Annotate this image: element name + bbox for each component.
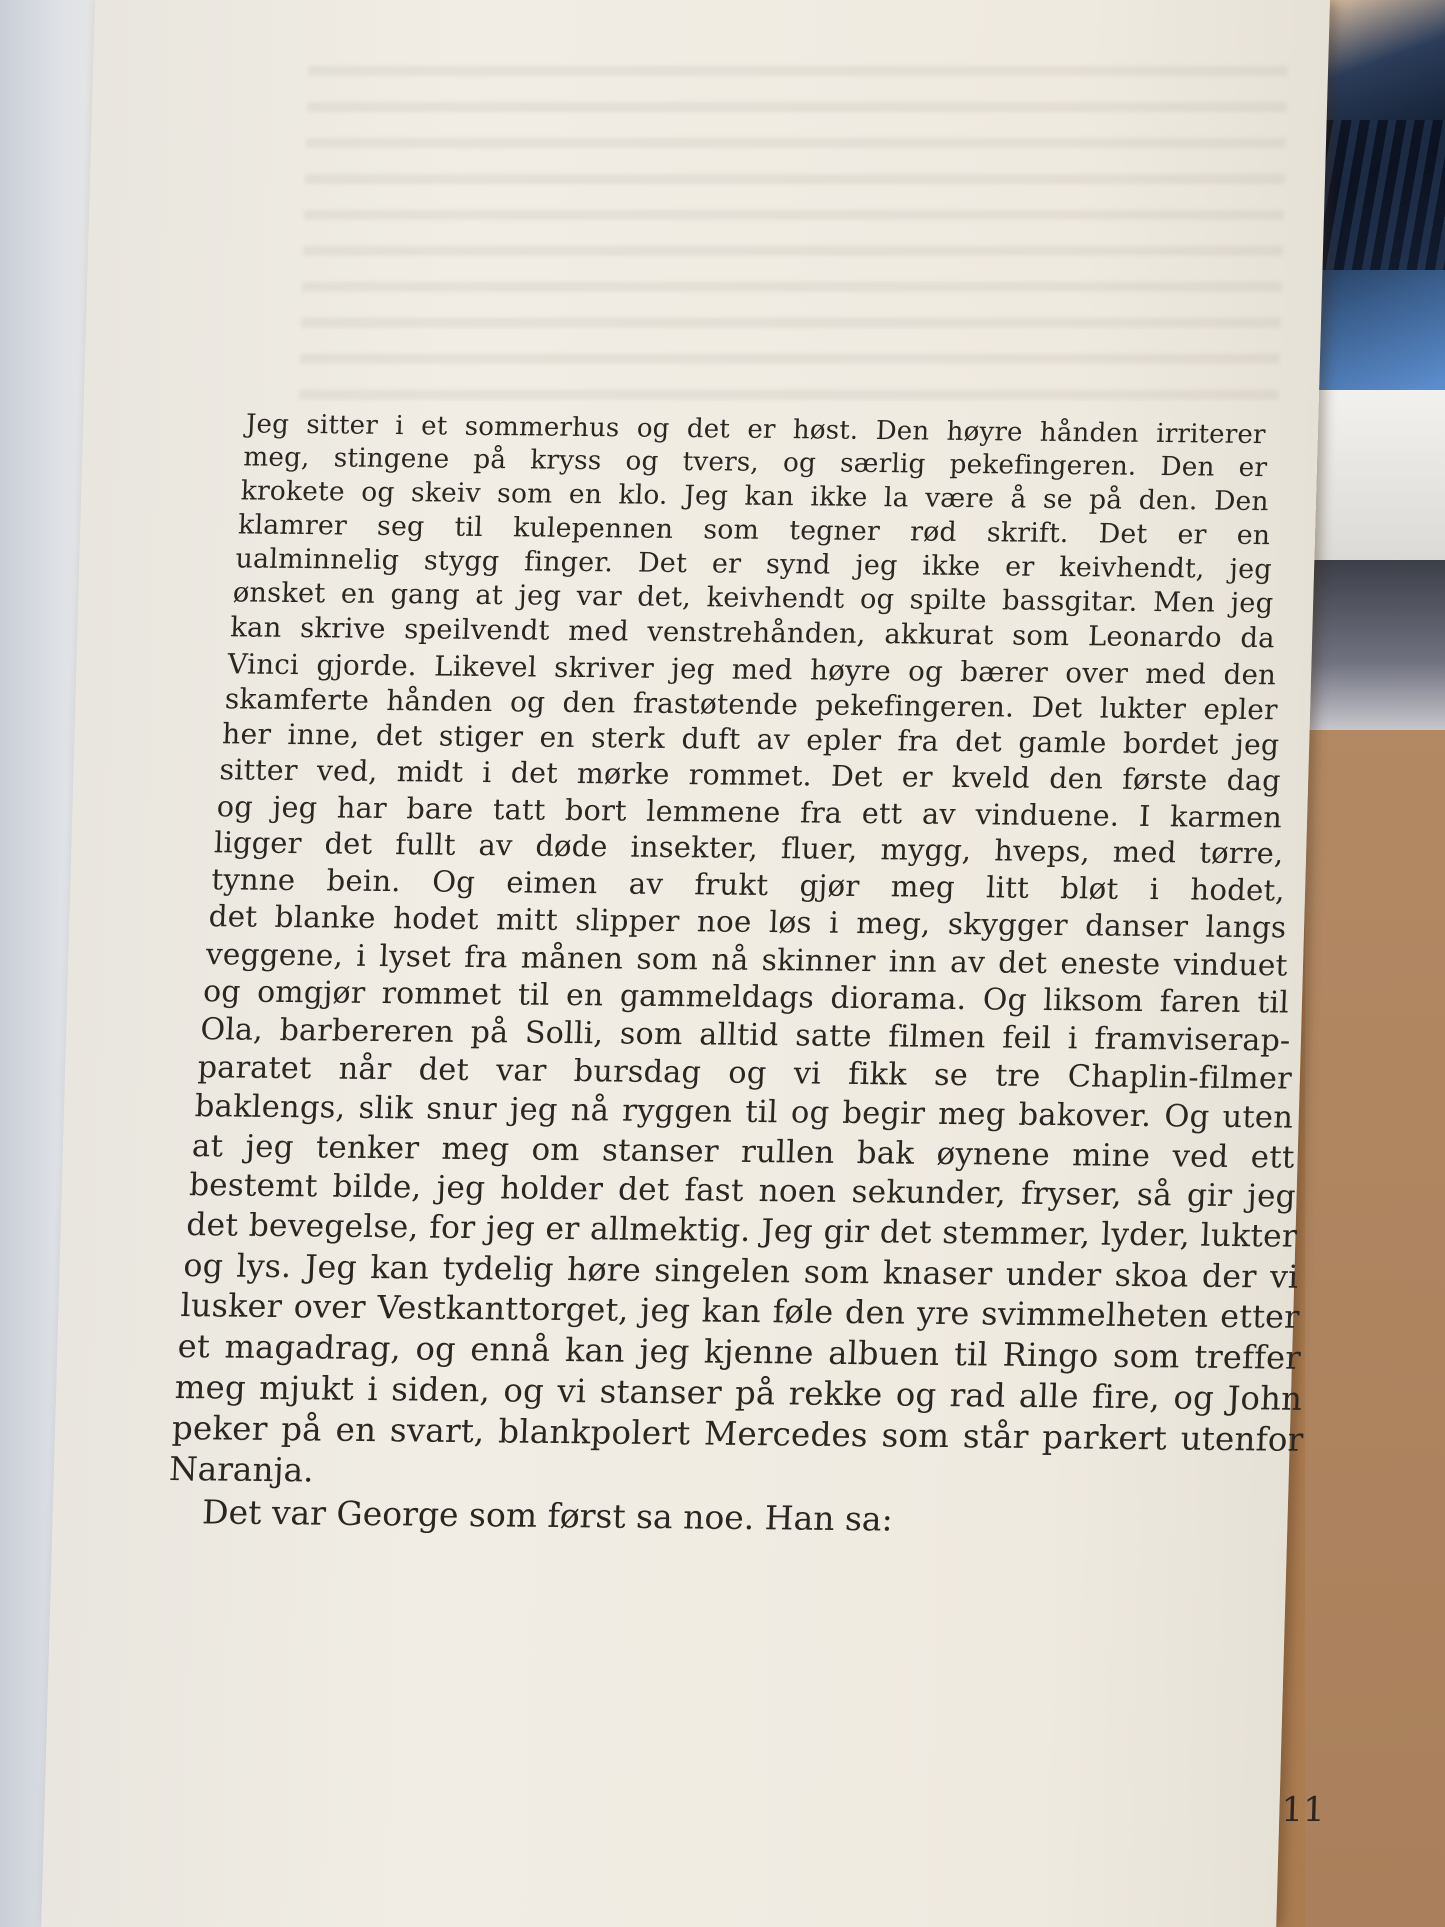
text-line: det blanke hodet mitt slipper noe løs i meg, skygger danser langs bbox=[208, 899, 1287, 945]
text-line: skamferte hånden og den frastøtende pekefingeren. Det lukter epler bbox=[224, 681, 1279, 726]
text-line: Ola, barbereren på Solli, som alltid satte filmen feil i framviserap- bbox=[199, 1012, 1292, 1059]
text-line: at jeg tenker meg om stanser rullen bak øynene mine ved ett bbox=[191, 1128, 1296, 1176]
text-line: ligger det fullt av døde insekter, fluer, mygg, hveps, med tørre, bbox=[213, 825, 1285, 871]
text-line: og jeg har bare tatt bort lemmene fra ett av vinduene. I karmen bbox=[216, 789, 1283, 835]
text-line: krokete og skeiv som en klo. Jeg kan ikke la være å se på den. Den bbox=[240, 475, 1270, 518]
text-line: klamrer seg til kulepennen som tegner rød skrift. Det er en bbox=[237, 509, 1271, 552]
text-line: kan skrive speilvendt med venstrehånden, akkurat som Leonardo da bbox=[229, 611, 1276, 654]
text-line: veggene, i lyset fra månen som nå skinner inn av det eneste vinduet bbox=[205, 936, 1289, 983]
body-text bbox=[165, 408, 1348, 1545]
bleed-through-text bbox=[299, 40, 1289, 400]
text-line: peker på en svart, blankpolert Mercedes som står parkert utenfor bbox=[171, 1408, 1305, 1459]
text-line: meg, stingene på kryss og tvers, og særlig pekefingeren. Den er bbox=[242, 442, 1268, 484]
text-line: det bevegelse, for jeg er allmektig. Jeg gir det stemmer, lyder, lukter bbox=[185, 1206, 1298, 1255]
book-page bbox=[41, 0, 1330, 1927]
text-line: sitter ved, midt i det mørke rommet. Det er kveld den første dag bbox=[218, 753, 1282, 798]
text-line: meg mjukt i siden, og vi stanser på rekke og rad alle fire, og John bbox=[174, 1367, 1303, 1418]
text-line: paratet når det var bursdag og vi fikk se tre Chaplin-filmer bbox=[196, 1050, 1293, 1098]
text-line: her inne, det stiger en sterk duft av epler fra det gamle bordet jeg bbox=[221, 717, 1280, 762]
text-line: Jeg sitter i et sommerhus og det er høst. Den høyre hånden irriterer bbox=[245, 409, 1267, 451]
text-line: ualminnelig stygg finger. Det er synd jeg ikke er keivhendt, jeg bbox=[234, 543, 1273, 586]
text-line: og lys. Jeg kan tydelig høre singelen som knaser under skoa der vi bbox=[182, 1247, 1300, 1296]
text-line: tynne bein. Og eimen av frukt gjør meg litt bløt i hodet, bbox=[210, 862, 1286, 908]
page-number: 11 bbox=[1280, 1790, 1326, 1830]
text-line: Vinci gjorde. Likevel skriver jeg med høyre og bærer over med den bbox=[226, 646, 1277, 691]
text-line: lusker over Vestkanttorget, jeg kan føle den yre svimmelheten etter bbox=[179, 1286, 1301, 1336]
text-line: ønsket en gang at jeg var det, keivhendt og spilte bassgitar. Men jeg bbox=[232, 577, 1274, 620]
text-line: bestemt bilde, jeg holder det fast noen sekunder, fryser, så gir jeg bbox=[188, 1167, 1297, 1215]
paragraph-last-line: Naranja. bbox=[168, 1450, 315, 1490]
text-line: og omgjør rommet til en gammeldags diorama. Og liksom faren til bbox=[202, 974, 1290, 1021]
text-line: baklengs, slik snur jeg nå ryggen til og begir meg bakover. Og uten bbox=[194, 1089, 1294, 1136]
text-line: et magadrag, og ennå kan jeg kjenne albuen til Ringo som treffer bbox=[177, 1327, 1302, 1377]
second-paragraph-line: Det var George som først sa noe. Han sa: bbox=[201, 1492, 894, 1539]
